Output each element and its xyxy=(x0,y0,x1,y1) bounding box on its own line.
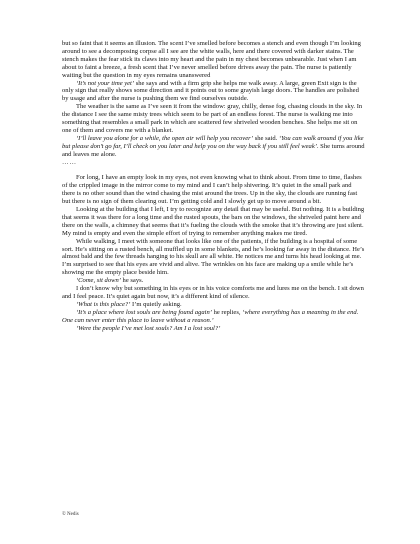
dialogue: ‘where everything has a meaning in the end. One can never enter this place to leave without a reason.’ xyxy=(62,308,359,324)
paragraph: ‘What is this place?’ I’m quietly asking. xyxy=(76,300,182,308)
dialogue: ‘It’s a place where lost souls are being found again’ xyxy=(76,308,212,316)
dialogue: ‘What is this place?’ xyxy=(76,300,131,308)
section-separator: …… xyxy=(62,158,78,166)
paragraph: ‘I’ll leave you alone for a while, the open air will help you recover’ she said. ‘You can walk around if you like but please don’t go far, I’ll check on you later and help you on the way back if you still feel weak’. She turns around and leaves me alone. xyxy=(62,134,365,158)
paragraph: The weather is the same as I’ve seen it from the window: gray, chilly, dense fog, chasing clouds in the sky. In the distance I see the same misty trees which seem to be part of an endless forest. The nurse is walking me into something that resembles a small park in which are scattered few shriveled wooden benches. She helps me sit on one of them and covers me with a blanket. xyxy=(62,103,363,134)
paragraph: ‘It’s a place where lost souls are being found again’ he replies, ‘where everything has a meaning in the end. One can never enter this place to leave without a reason.’ xyxy=(62,308,359,324)
dialogue: ‘You can walk around if you like but please don’t go far, I’ll check on you later and help you on the way back if you still feel weak’ xyxy=(62,134,364,150)
story-text xyxy=(62,40,366,333)
paragraph xyxy=(62,325,366,333)
paragraph: ‘It’s not your time yet’ she says and with a firm grip she helps me walk away. A large, green Exit sign is the only sign that really shows some direction and it points out to some grayish large doors. The handles are polished by usage and after the nurse is pushing them we find ourselves outside. xyxy=(62,79,359,103)
paragraph: For long, I have an empty look in my eyes, not even knowing what to think about. From time to time, flashes of the crippled image in the mirror come to my mind and I can’t help shivering. It’s quiet in the small park and there is no other sound than the wind chasing the mist around the trees. Up in the sky, the clouds are running fast but there is no sign of them clearing out. I’m getting cold and I slowly get up to move around a bit. xyxy=(62,174,362,206)
blank-line xyxy=(62,167,366,175)
paragraph: ‘Come, sit down’ he says. xyxy=(76,277,144,285)
paragraph: While walking, I meet with someone that looks like one of the patients, if the building is a hospital of some sort. He’s sitting on a rusted bench, all muffled up in some blankets, and he’s looking far away in the distance. He’s almost bald and the few threads hanging to his skull are all white. He notices me and turns his head looking at me. I’m surprised to see that his eyes are vivid and alive. The wrinkles on his face are making up a smile while he’s showing me the empty place beside him. xyxy=(62,237,365,277)
dialogue: ‘It’s not your time yet’ xyxy=(76,79,135,87)
copyright-footer: © Nedis xyxy=(62,512,79,517)
paragraph: I don’t know why but something in his eyes or in his voice comforts me and lures me on the bench. I sit down and I feel peace. It’s quiet again but now, it’s a different kind of silence. xyxy=(62,285,364,300)
paragraph: Looking at the building that I left, I try to recognize any detail that may be useful. But nothing. It is a building that seems it was there for a long time and the rusted spouts, the bars on the windows, the shriveled paint here and there on the walls, a chimney that seems that it’s fueling the clouds with the smoke that it’s throwing are just silent. My mind is empty and even the simple effort of trying to remember anything makes me tired. xyxy=(62,206,365,237)
dialogue: ‘I’ll leave you alone for a while, the open air will help you recover’ xyxy=(76,134,254,142)
paragraph: but so faint that it seems an illusion. The scent I’ve smelled before becomes a stench and even though I’m looking around to see a decomposing corpse all I see are the white walls, here and there covered with darker stains. The stench makes the fear stick its claws into my heart and the pain in my chest becomes unbearable. Just when I am about to faint a breeze, a fresh scent that I’ve never smelled before drives away the pain. The nurse is patiently waiting but the question in my eyes remains unanswered xyxy=(62,40,361,79)
dialogue: ‘Come, sit down’ xyxy=(76,277,121,285)
dialogue: ‘Were the people I’ve met lost souls? Am I a lost soul?’ xyxy=(76,324,221,332)
